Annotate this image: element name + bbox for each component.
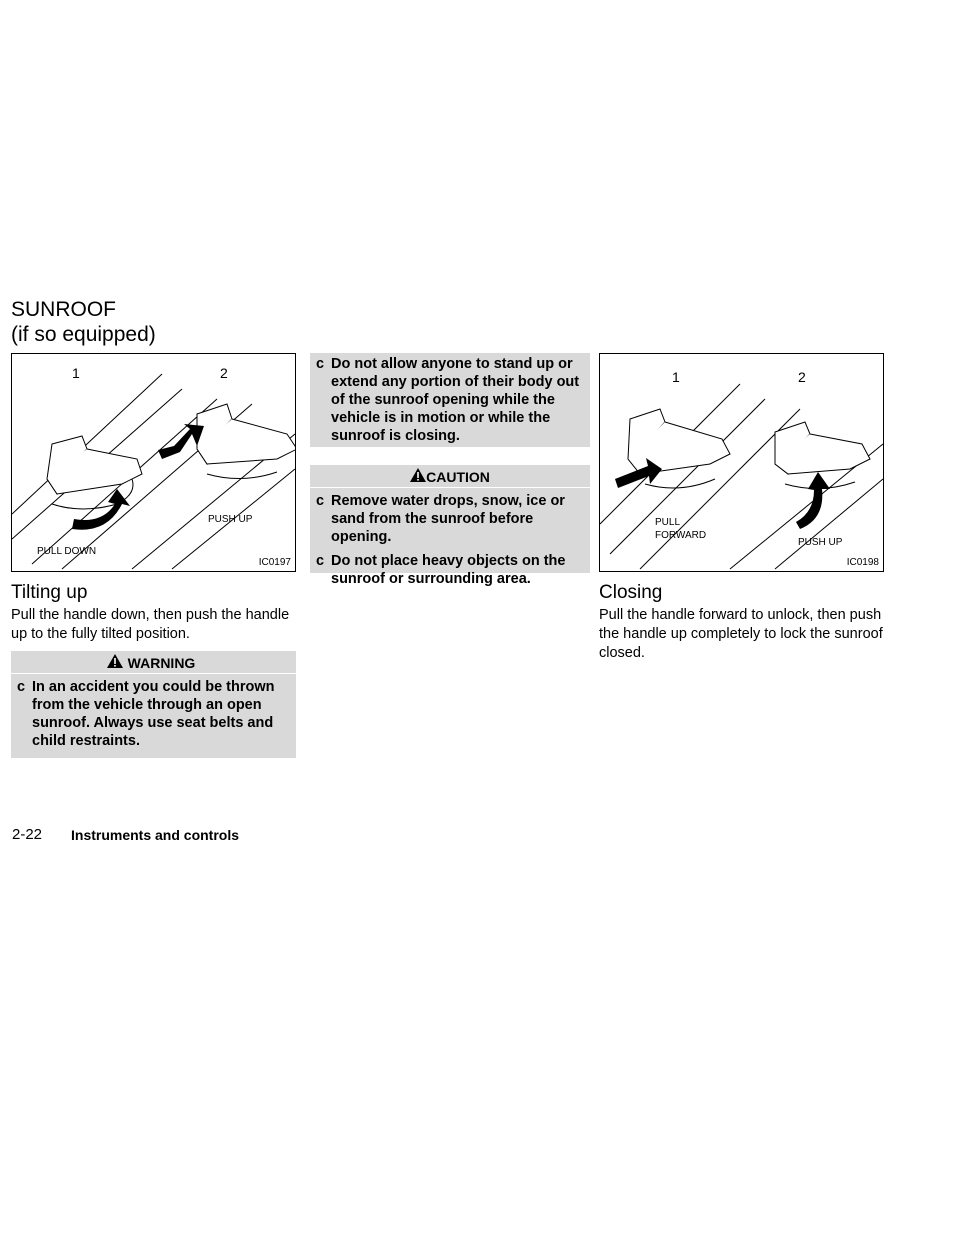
section-title [11,297,156,347]
warning-box [11,651,296,758]
caution-label: CAUTION [426,469,490,485]
warning-item-1: c In an accident you could be thrown from the vehicle through an open sunroof. Always use seat belts and child restraints. [17,679,275,749]
caution-item-2: c Do not place heavy objects on the sunroof or surrounding area. [316,553,566,587]
warning-label: WARNING [127,655,196,671]
figure-tilting-up [11,353,296,572]
sunroof-handle-closing-illustration [600,354,883,571]
section-title-line1: SUNROOF [11,298,116,321]
caution-header [310,465,590,488]
closing-text: Pull the handle forward to unlock, then push the handle up completely to lock the sunroof closed. [599,607,883,661]
figure-closing [599,353,884,572]
warning-box-continued [310,353,590,447]
heading-closing: Closing [599,582,663,603]
callout-2: 2 [220,365,228,381]
caution-item-1: c Remove water drops, snow, ice or sand from the sunroof before opening. [316,493,565,545]
warning-header [11,651,296,674]
page-number: 2-22 [12,826,43,843]
label-push-up: PUSH UP [208,514,253,525]
chapter-title: Instruments and controls [71,827,240,843]
sunroof-handle-illustration [12,354,295,571]
section-title-line2: (if so equipped) [11,323,156,346]
callout-1: 1 [672,369,680,385]
label-forward: FORWARD [655,530,707,541]
label-pull: PULL [655,517,681,528]
bullet-marker: c [17,679,26,695]
callout-1: 1 [72,365,80,381]
figure-code: IC0197 [258,557,291,568]
label-push-up: PUSH UP [798,537,843,548]
warning-item-2: c Do not allow anyone to stand up or extend any portion of their body out of the sunroof opening while the vehicle is in motion or while the sunroof is closing. [316,356,580,444]
figure-code: IC0198 [846,557,879,568]
heading-tilting-up: Tilting up [11,582,88,603]
callout-2: 2 [798,369,806,385]
caution-box [310,465,590,587]
label-pull-down: PULL DOWN [37,546,97,557]
tilting-up-text: Pull the handle down, then push the handle up to the fully tilted position. [11,607,290,642]
